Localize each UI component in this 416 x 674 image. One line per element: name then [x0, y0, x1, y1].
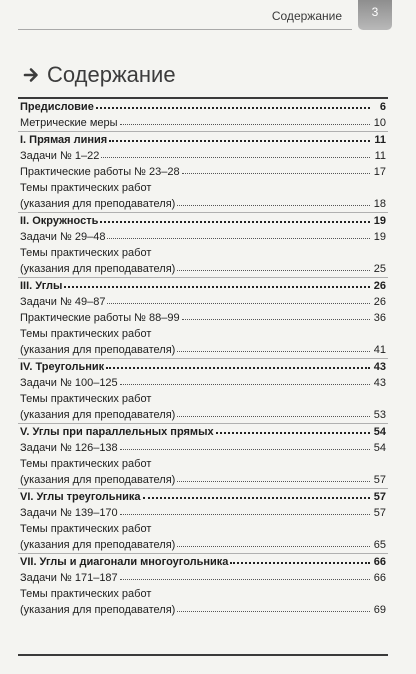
- dot-leader: [107, 229, 370, 239]
- toc-entry-title: I. Прямая линия: [20, 134, 108, 146]
- toc-entry-title: Задачи № 29–48: [20, 231, 106, 243]
- toc-entry[interactable]: [18, 294, 388, 310]
- dot-leader: [177, 472, 370, 482]
- toc-entry-title: Задачи № 171–187: [20, 572, 118, 584]
- toc-entry-page: 66: [373, 556, 386, 568]
- toc-entry-page: 17: [373, 166, 386, 178]
- toc-entry-page: 65: [373, 539, 386, 551]
- toc-entry[interactable]: [18, 586, 388, 602]
- dot-leader: [182, 310, 370, 320]
- toc-section: [18, 554, 388, 618]
- table-of-contents: [18, 97, 388, 656]
- dot-leader: [177, 407, 370, 417]
- toc-entry-title: Темы практических работ: [20, 182, 152, 194]
- toc-entry[interactable]: [18, 570, 388, 586]
- page-number-tab: 3: [358, 0, 392, 30]
- toc-entry[interactable]: [18, 180, 388, 196]
- dot-leader: [216, 424, 370, 434]
- arrow-right-icon: [22, 66, 40, 84]
- dot-leader: [120, 505, 370, 515]
- toc-entry[interactable]: [18, 602, 388, 618]
- toc-entry-title: Задачи № 126–138: [20, 442, 118, 454]
- toc-entry-title: V. Углы при параллельных прямых: [20, 426, 214, 438]
- toc-section: [18, 213, 388, 278]
- toc-section: [18, 359, 388, 424]
- toc-chapter-entry[interactable]: [18, 489, 388, 505]
- toc-entry-page: 11: [374, 150, 386, 162]
- dot-leader: [120, 440, 370, 450]
- toc-entry-page: 10: [373, 117, 386, 129]
- toc-entry-page: 26: [373, 296, 386, 308]
- toc-heading: [22, 62, 176, 88]
- dot-leader: [177, 602, 370, 612]
- toc-entry-page: 53: [373, 409, 386, 421]
- dot-leader: [101, 148, 370, 158]
- toc-entry-title: Темы практических работ: [20, 458, 152, 470]
- toc-entry[interactable]: [18, 148, 388, 164]
- toc-entry-title: Задачи № 1–22: [20, 150, 100, 162]
- toc-entry-page: 54: [373, 442, 386, 454]
- dot-leader: [107, 294, 370, 304]
- toc-entry-page: 41: [373, 344, 386, 356]
- toc-entry[interactable]: [18, 375, 388, 391]
- toc-entry-title: III. Углы: [20, 280, 63, 292]
- toc-entry-page: 18: [373, 198, 386, 210]
- page-header: [0, 0, 416, 34]
- dot-leader: [177, 261, 370, 271]
- toc-entry[interactable]: [18, 164, 388, 180]
- toc-entry-title: II. Окружность: [20, 215, 99, 227]
- dot-leader: [96, 99, 370, 109]
- toc-entry-title: (указания для преподавателя): [20, 198, 176, 210]
- dot-leader: [120, 570, 370, 580]
- toc-entry-title: (указания для преподавателя): [20, 604, 176, 616]
- dot-leader: [100, 213, 370, 223]
- toc-entry-title: Практические работы № 88–99: [20, 312, 180, 324]
- toc-entry-page: 11: [374, 134, 386, 146]
- toc-entry[interactable]: [18, 196, 388, 212]
- toc-chapter-entry[interactable]: [18, 359, 388, 375]
- toc-entry-page: 69: [373, 604, 386, 616]
- toc-entry[interactable]: [18, 521, 388, 537]
- toc-entry-page: 66: [373, 572, 386, 584]
- dot-leader: [177, 342, 370, 352]
- toc-entry[interactable]: [18, 505, 388, 521]
- toc-entry[interactable]: [18, 456, 388, 472]
- toc-entry[interactable]: [18, 245, 388, 261]
- toc-entry-title: Темы практических работ: [20, 393, 152, 405]
- dot-leader: [106, 359, 370, 369]
- toc-entry-title: Задачи № 100–125: [20, 377, 118, 389]
- toc-entry-page: 57: [373, 474, 386, 486]
- toc-entry-title: (указания для преподавателя): [20, 344, 176, 356]
- toc-entry[interactable]: [18, 115, 388, 131]
- toc-entry[interactable]: [18, 261, 388, 277]
- header-rule: [18, 29, 352, 30]
- toc-entry-page: 19: [373, 231, 386, 243]
- toc-entry-title: Практические работы № 23–28: [20, 166, 180, 178]
- dot-leader: [120, 115, 370, 125]
- toc-entry-title: (указания для преподавателя): [20, 474, 176, 486]
- toc-chapter-entry[interactable]: [18, 132, 388, 148]
- dot-leader: [64, 278, 370, 288]
- toc-entry-page: 43: [373, 361, 386, 373]
- toc-section: [18, 278, 388, 359]
- toc-entry-page: 26: [373, 280, 386, 292]
- toc-entry-title: Темы практических работ: [20, 247, 152, 259]
- toc-entry[interactable]: [18, 391, 388, 407]
- running-title: Содержание: [271, 9, 342, 23]
- toc-entry[interactable]: [18, 310, 388, 326]
- toc-entry-title: Задачи № 49–87: [20, 296, 106, 308]
- toc-chapter-entry[interactable]: [18, 554, 388, 570]
- dot-leader: [177, 196, 370, 206]
- toc-entry-page: 57: [373, 491, 386, 503]
- toc-entry-page: 54: [373, 426, 386, 438]
- toc-entry-title: (указания для преподавателя): [20, 263, 176, 275]
- toc-entry-page: 57: [373, 507, 386, 519]
- toc-entry-page: 19: [373, 215, 386, 227]
- toc-entry-title: (указания для преподавателя): [20, 409, 176, 421]
- toc-section: [18, 99, 388, 132]
- toc-entry[interactable]: [18, 472, 388, 488]
- toc-heading-text: Содержание: [47, 62, 176, 87]
- toc-entry-title: Предисловие: [20, 101, 94, 113]
- toc-entry-title: Метрические меры: [20, 117, 118, 129]
- toc-entry-title: Темы практических работ: [20, 588, 152, 600]
- dot-leader: [182, 164, 370, 174]
- dot-leader: [120, 375, 370, 385]
- toc-chapter-entry[interactable]: [18, 424, 388, 440]
- toc-section: [18, 424, 388, 489]
- toc-entry-title: VI. Углы треугольника: [20, 491, 141, 503]
- toc-entry[interactable]: [18, 440, 388, 456]
- dot-leader: [143, 489, 370, 499]
- toc-entry[interactable]: [18, 407, 388, 423]
- toc-entry[interactable]: [18, 342, 388, 358]
- toc-entry-title: (указания для преподавателя): [20, 539, 176, 551]
- toc-entry-title: Задачи № 139–170: [20, 507, 118, 519]
- toc-entry-page: 36: [373, 312, 386, 324]
- toc-entry-title: Темы практических работ: [20, 523, 152, 535]
- toc-entry-title: VII. Углы и диагонали многоугольника: [20, 556, 229, 568]
- toc-entry-title: IV. Треугольник: [20, 361, 105, 373]
- toc-entry-page: 6: [379, 101, 386, 113]
- toc-entry-title: Темы практических работ: [20, 328, 152, 340]
- toc-section: [18, 489, 388, 554]
- toc-entry[interactable]: [18, 229, 388, 245]
- toc-chapter-entry[interactable]: [18, 99, 388, 115]
- toc-entry-page: 25: [373, 263, 386, 275]
- dot-leader: [230, 554, 370, 564]
- toc-chapter-entry[interactable]: [18, 278, 388, 294]
- dot-leader: [177, 537, 370, 547]
- toc-entry[interactable]: [18, 537, 388, 553]
- toc-chapter-entry[interactable]: [18, 213, 388, 229]
- toc-entry[interactable]: [18, 326, 388, 342]
- toc-entry-page: 43: [373, 377, 386, 389]
- toc-section: [18, 132, 388, 213]
- dot-leader: [109, 132, 370, 142]
